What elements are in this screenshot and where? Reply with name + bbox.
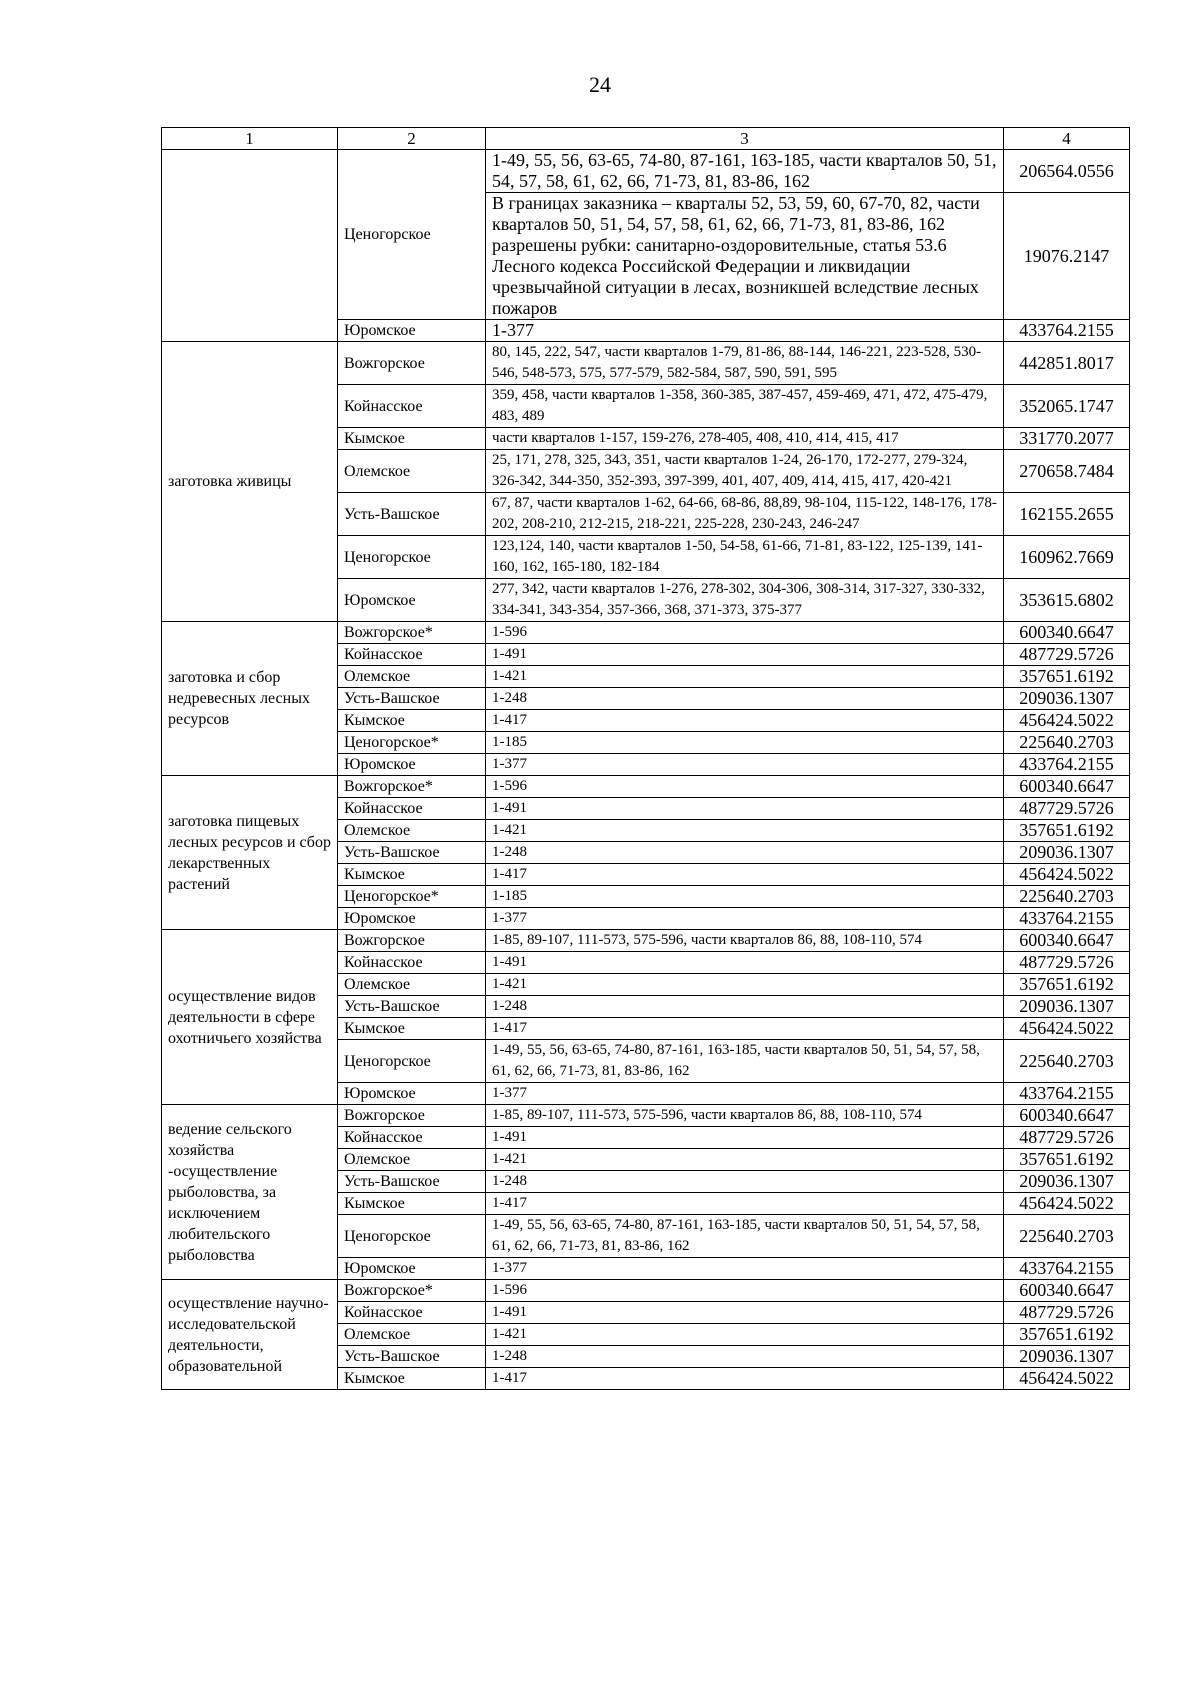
forestry-cell: Кымское — [338, 1193, 486, 1215]
table-row — [162, 1280, 1130, 1302]
forestry-cell: Юромское — [338, 754, 486, 776]
forestry-cell: Олемское — [338, 974, 486, 996]
forestry-cell: Кымское — [338, 710, 486, 732]
quarters-cell: 1-377 — [486, 320, 1004, 342]
quarters-cell: 1-248 — [486, 688, 1004, 710]
quarters-cell: 1-49, 55, 56, 63-65, 74-80, 87-161, 163-185, части кварталов 50, 51, 54, 57, 58, 61, 62, 66, 71-73, 81, 83-86, 162 — [486, 150, 1004, 193]
area-cell: 357651.6192 — [1004, 1324, 1130, 1346]
forestry-cell: Олемское — [338, 450, 486, 493]
quarters-cell: 1-596 — [486, 622, 1004, 644]
forestry-cell: Вожгорское — [338, 342, 486, 385]
quarters-cell: 1-417 — [486, 1018, 1004, 1040]
quarters-cell: 123,124, 140, части кварталов 1-50, 54-58, 61-66, 71-81, 83-122, 125-139, 141-160, 162, 165-180, 182-184 — [486, 536, 1004, 579]
area-cell: 357651.6192 — [1004, 1149, 1130, 1171]
table-row — [162, 622, 1130, 644]
activity-cell: осуществление видов деятельности в сфере охотничьего хозяйства — [162, 930, 338, 1105]
quarters-cell: 80, 145, 222, 547, части кварталов 1-79, 81-86, 88-144, 146-221, 223-528, 530-546, 548-573, 575, 577-579, 582-584, 587, 590, 591, 595 — [486, 342, 1004, 385]
forestry-cell: Ценогорское — [338, 1215, 486, 1258]
activity-cell: осуществление научно-исследовательской деятельности, образовательной — [162, 1280, 338, 1390]
forestry-cell: Юромское — [338, 908, 486, 930]
area-cell: 433764.2155 — [1004, 1258, 1130, 1280]
quarters-cell: 1-248 — [486, 1171, 1004, 1193]
forestry-cell: Койнасское — [338, 952, 486, 974]
area-cell: 209036.1307 — [1004, 1171, 1130, 1193]
area-cell: 270658.7484 — [1004, 450, 1130, 493]
area-cell: 600340.6647 — [1004, 930, 1130, 952]
area-cell: 600340.6647 — [1004, 1280, 1130, 1302]
area-cell: 357651.6192 — [1004, 820, 1130, 842]
quarters-cell: 1-377 — [486, 908, 1004, 930]
area-cell: 160962.7669 — [1004, 536, 1130, 579]
table-row — [162, 150, 1130, 193]
quarters-cell: 1-491 — [486, 1302, 1004, 1324]
table-row — [162, 1105, 1130, 1127]
quarters-cell: 1-49, 55, 56, 63-65, 74-80, 87-161, 163-185, части кварталов 50, 51, 54, 57, 58, 61, 62, 66, 71-73, 81, 83-86, 162 — [486, 1215, 1004, 1258]
quarters-cell: 1-417 — [486, 1193, 1004, 1215]
area-cell: 433764.2155 — [1004, 908, 1130, 930]
forestry-cell: Олемское — [338, 820, 486, 842]
area-cell: 357651.6192 — [1004, 666, 1130, 688]
table-header-row — [162, 128, 1130, 150]
area-cell: 353615.6802 — [1004, 579, 1130, 622]
area-cell: 456424.5022 — [1004, 864, 1130, 886]
table-row — [162, 930, 1130, 952]
area-cell: 456424.5022 — [1004, 1018, 1130, 1040]
area-cell: 456424.5022 — [1004, 1368, 1130, 1390]
area-cell: 225640.2703 — [1004, 1215, 1130, 1258]
area-cell: 209036.1307 — [1004, 688, 1130, 710]
forestry-cell: Койнасское — [338, 798, 486, 820]
activity-cell: заготовка и сбор недревесных лесных ресурсов — [162, 622, 338, 776]
column-header: 1 — [162, 128, 338, 150]
area-cell: 433764.2155 — [1004, 754, 1130, 776]
activity-cell: заготовка пищевых лесных ресурсов и сбор лекарственных растений — [162, 776, 338, 930]
forestry-cell: Олемское — [338, 1149, 486, 1171]
forestry-cell: Усть-Вашское — [338, 996, 486, 1018]
forestry-cell: Кымское — [338, 1368, 486, 1390]
area-cell: 487729.5726 — [1004, 1302, 1130, 1324]
quarters-cell: 1-417 — [486, 864, 1004, 886]
quarters-cell: 1-248 — [486, 996, 1004, 1018]
quarters-cell: 1-377 — [486, 1258, 1004, 1280]
quarters-cell: 67, 87, части кварталов 1-62, 64-66, 68-86, 88,89, 98-104, 115-122, 148-176, 178-202, 208-210, 212-215, 218-221, 225-228, 230-243, 246-247 — [486, 493, 1004, 536]
forestry-cell: Койнасское — [338, 385, 486, 428]
page-number: 24 — [589, 72, 611, 97]
area-cell: 162155.2655 — [1004, 493, 1130, 536]
quarters-cell: 1-491 — [486, 798, 1004, 820]
area-cell: 209036.1307 — [1004, 842, 1130, 864]
quarters-cell: 1-491 — [486, 952, 1004, 974]
area-cell: 487729.5726 — [1004, 798, 1130, 820]
column-header: 4 — [1004, 128, 1130, 150]
area-cell: 225640.2703 — [1004, 732, 1130, 754]
quarters-cell: 1-421 — [486, 1149, 1004, 1171]
quarters-cell: 1-417 — [486, 710, 1004, 732]
quarters-cell: 1-491 — [486, 1127, 1004, 1149]
forestry-cell: Юромское — [338, 320, 486, 342]
area-cell: 456424.5022 — [1004, 1193, 1130, 1215]
area-cell: 487729.5726 — [1004, 952, 1130, 974]
quarters-cell: 277, 342, части кварталов 1-276, 278-302, 304-306, 308-314, 317-327, 330-332, 334-341, 343-354, 357-366, 368, 371-373, 375-377 — [486, 579, 1004, 622]
area-cell: 456424.5022 — [1004, 710, 1130, 732]
quarters-cell: 1-248 — [486, 1346, 1004, 1368]
area-cell: 487729.5726 — [1004, 1127, 1130, 1149]
area-cell: 600340.6647 — [1004, 622, 1130, 644]
forestry-cell: Кымское — [338, 864, 486, 886]
forestry-cell: Кымское — [338, 428, 486, 450]
forestry-cell: Койнасское — [338, 644, 486, 666]
forestry-cell: Вожгорское* — [338, 1280, 486, 1302]
quarters-cell: 1-248 — [486, 842, 1004, 864]
quarters-cell: 1-185 — [486, 732, 1004, 754]
forestry-cell: Усть-Вашское — [338, 842, 486, 864]
forestry-cell: Юромское — [338, 1083, 486, 1105]
forest-zones-table — [161, 127, 1130, 1390]
quarters-cell: 1-596 — [486, 776, 1004, 798]
area-cell: 19076.2147 — [1004, 193, 1130, 320]
quarters-cell: 1-596 — [486, 1280, 1004, 1302]
area-cell: 442851.8017 — [1004, 342, 1130, 385]
activity-cell: ведение сельского хозяйства -осуществление рыболовства, за исключением любительского рыболовства — [162, 1105, 338, 1280]
forestry-cell: Койнасское — [338, 1127, 486, 1149]
area-cell: 433764.2155 — [1004, 320, 1130, 342]
forestry-cell: Усть-Вашское — [338, 493, 486, 536]
quarters-cell: 1-377 — [486, 1083, 1004, 1105]
quarters-cell: 1-491 — [486, 644, 1004, 666]
quarters-cell: 1-85, 89-107, 111-573, 575-596, части кварталов 86, 88, 108-110, 574 — [486, 930, 1004, 952]
quarters-cell: 1-85, 89-107, 111-573, 575-596, части кварталов 86, 88, 108-110, 574 — [486, 1105, 1004, 1127]
quarters-cell: 359, 458, части кварталов 1-358, 360-385, 387-457, 459-469, 471, 472, 475-479, 483, 489 — [486, 385, 1004, 428]
table-row — [162, 776, 1130, 798]
area-cell: 209036.1307 — [1004, 1346, 1130, 1368]
area-cell: 352065.1747 — [1004, 385, 1130, 428]
forestry-cell: Олемское — [338, 666, 486, 688]
forestry-cell: Усть-Вашское — [338, 1346, 486, 1368]
forestry-cell: Усть-Вашское — [338, 1171, 486, 1193]
area-cell: 209036.1307 — [1004, 996, 1130, 1018]
forestry-cell: Усть-Вашское — [338, 688, 486, 710]
quarters-cell: 1-185 — [486, 886, 1004, 908]
forestry-cell: Кымское — [338, 1018, 486, 1040]
area-cell: 225640.2703 — [1004, 886, 1130, 908]
area-cell: 225640.2703 — [1004, 1040, 1130, 1083]
forestry-cell: Ценогорское — [338, 1040, 486, 1083]
table-row — [162, 342, 1130, 385]
forestry-cell: Вожгорское — [338, 930, 486, 952]
quarters-cell: 25, 171, 278, 325, 343, 351, части кварталов 1-24, 26-170, 172-277, 279-324, 326-342, 344-350, 352-393, 397-399, 401, 407, 409, 414, 415, 417, 420-421 — [486, 450, 1004, 493]
forestry-cell: Койнасское — [338, 1302, 486, 1324]
area-cell: 357651.6192 — [1004, 974, 1130, 996]
forestry-cell: Вожгорское — [338, 1105, 486, 1127]
area-cell: 331770.2077 — [1004, 428, 1130, 450]
area-cell: 600340.6647 — [1004, 1105, 1130, 1127]
forestry-cell: Олемское — [338, 1324, 486, 1346]
area-cell: 487729.5726 — [1004, 644, 1130, 666]
quarters-cell: 1-421 — [486, 820, 1004, 842]
quarters-cell: 1-417 — [486, 1368, 1004, 1390]
quarters-cell: части кварталов 1-157, 159-276, 278-405, 408, 410, 414, 415, 417 — [486, 428, 1004, 450]
quarters-cell: 1-421 — [486, 974, 1004, 996]
quarters-cell: 1-49, 55, 56, 63-65, 74-80, 87-161, 163-185, части кварталов 50, 51, 54, 57, 58, 61, 62, 66, 71-73, 81, 83-86, 162 — [486, 1040, 1004, 1083]
forestry-cell: Юромское — [338, 579, 486, 622]
forestry-cell: Юромское — [338, 1258, 486, 1280]
quarters-cell: 1-421 — [486, 1324, 1004, 1346]
forestry-cell: Вожгорское* — [338, 776, 486, 798]
column-header: 2 — [338, 128, 486, 150]
quarters-cell: 1-377 — [486, 754, 1004, 776]
forestry-cell: Ценогорское* — [338, 732, 486, 754]
area-cell: 433764.2155 — [1004, 1083, 1130, 1105]
area-cell: 206564.0556 — [1004, 150, 1130, 193]
activity-cell: заготовка живицы — [162, 342, 338, 622]
forestry-cell: Ценогорское — [338, 536, 486, 579]
column-header: 3 — [486, 128, 1004, 150]
forestry-cell: Вожгорское* — [338, 622, 486, 644]
forestry-cell: Ценогорское — [338, 150, 486, 320]
quarters-cell: 1-421 — [486, 666, 1004, 688]
area-cell: 600340.6647 — [1004, 776, 1130, 798]
activity-cell — [162, 150, 338, 342]
quarters-cell: В границах заказника – кварталы 52, 53, 59, 60, 67-70, 82, части кварталов 50, 51, 54, 57, 58, 61, 62, 66, 71-73, 81, 83-86, 162 разрешены рубки: санитарно-оздоровительные, статья 53.6 Лесного кодекса Российской Федерации и ликвидации чрезвычайной ситуации в лесах, возникшей вследствие лесных пожаров — [486, 193, 1004, 320]
forestry-cell: Ценогорское* — [338, 886, 486, 908]
